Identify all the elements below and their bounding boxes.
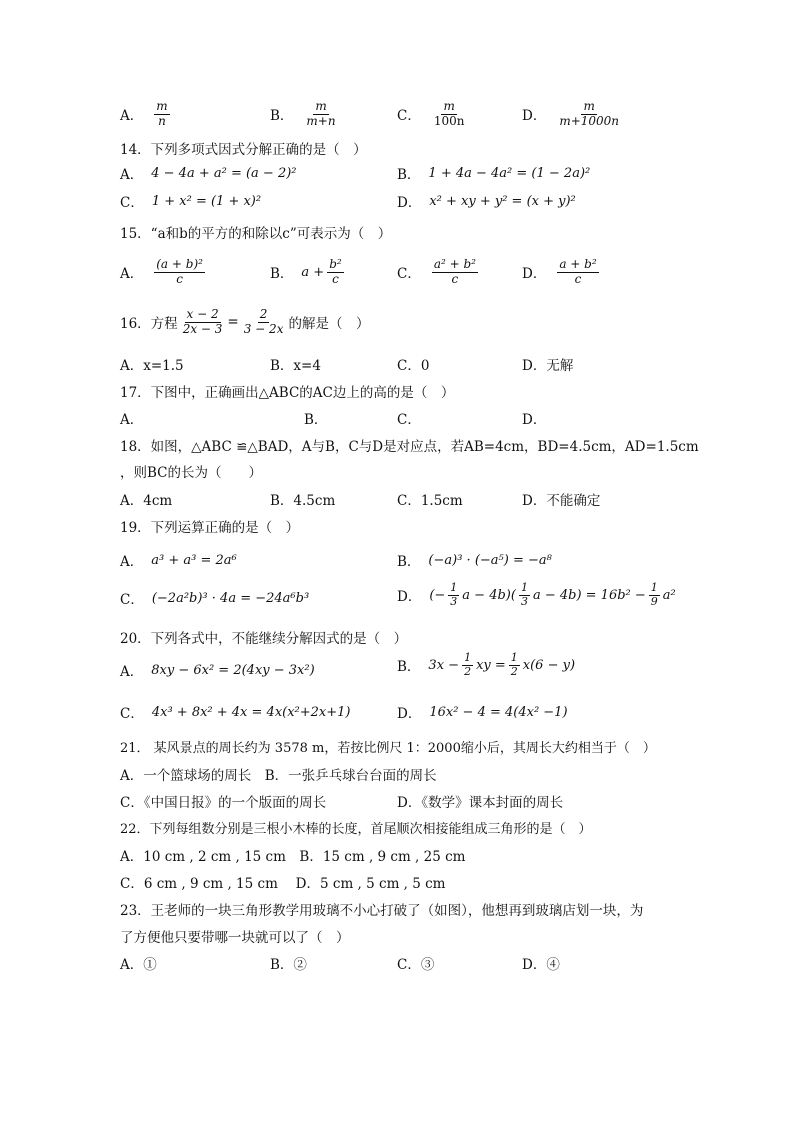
q19-stem: 19．下列运算正确的是（ ） [120, 520, 300, 536]
q19-options-cd [120, 582, 740, 618]
q15-stem: 15．“a和b的平方的和除以c”可表示为（ ） [120, 226, 392, 242]
q18-option-a: A．4cm [120, 493, 173, 509]
fraction: $\frac{m}{m+1000n}$ [559, 99, 620, 128]
q16-option-b: B．x=4 [270, 358, 321, 374]
q23-option-b: B．② [270, 957, 307, 973]
q22-options-ab: A．10 cm , 2 cm , 15 cm B．15 cm , 9 cm , 25 cm [120, 849, 466, 865]
q13-option-c: C． $\frac{m}{100n}$ [397, 99, 465, 128]
q21-options-cd [120, 791, 740, 821]
q17-option-c: C． [397, 412, 421, 428]
q14-option-c: C． 1 + x² = (1 + x)² [120, 193, 262, 211]
q20-option-b: B． 3x − $\frac{1}{2}$ xy = $\frac{1}{2}$ x(6 − y) [397, 651, 576, 678]
q19-option-c: C． (−2a²b)³ · 4a = −24a⁶b³ [120, 590, 310, 608]
fraction: $\frac{m}{100n}$ [433, 99, 465, 128]
q16-option-a: A．x=1.5 [120, 358, 184, 374]
fraction: $\frac{1}{2}$ [464, 651, 472, 678]
q18-options [120, 489, 740, 519]
fraction: $\frac{\text{a + b²}}{c}$ [559, 257, 597, 286]
fraction: $\frac{x - 2}{2x - 3}$ [182, 307, 223, 336]
q18-option-b: B．4.5cm [270, 493, 336, 509]
q23-stem-line1: 23．王老师的一块三角形教学用玻璃不小心打破了（如图），他想再到玻璃店划一块，为 [120, 903, 644, 919]
q19-option-d: D． (− $\frac{1}{3}$ a − 4b)( $\frac{1}{3}$ a − 4b) = 16b² − $\frac{1}{9}$ a² [397, 581, 676, 608]
q16-stem [120, 308, 740, 348]
q23-stem-line2: 了方便他只要带哪一块就可以了（ ） [120, 930, 350, 946]
q22-stem: 22．下列每组数分别是三根小木棒的长度，首尾顺次相接能组成三角形的是（ ） [120, 822, 592, 837]
q20-option-d: D． 16x² − 4 = 4(4x² −1) [397, 704, 568, 722]
q16-equation: 16．方程 $\frac{x - 2}{2x - 3}$ = $\frac{2}{3 - 2x}$ 的解是（ ） [120, 307, 370, 336]
q15-option-b: B． a + $\frac{\text{b²}}{c}$ [270, 257, 342, 286]
q20-options-ab [120, 652, 740, 692]
q19-option-a: A． a³ + a³ = 2a⁶ [120, 552, 237, 570]
q20-option-a: A． 8xy − 6x² = 2(4xy − 3x²) [120, 662, 315, 680]
q13-option-d: D． $\frac{m}{m+1000n}$ [522, 99, 620, 128]
q18-stem-line2: ，则BC的长为（ ） [120, 465, 263, 481]
q14-options-ab [120, 163, 740, 193]
q17-stem: 17．下图中，正确画出△ABC的AC边上的高的是（ ） [120, 385, 455, 401]
q18-stem-line1: 18．如图，△ABC ≌△BAD，A与B，C与D是对应点，若AB=4cm，BD=4.5cm，AD=1.5cm [120, 439, 699, 455]
q21-options-ab: A．一个篮球场的周长 B．一张乒乓球台台面的周长 [120, 768, 437, 784]
q13-option-a: A． $\frac{m}{n}$ [120, 99, 168, 128]
fraction: $\frac{\text{a² + b²}}{c}$ [433, 257, 476, 286]
q16-option-c: C．0 [397, 358, 430, 374]
fraction: $\frac{1}{3}$ [450, 581, 458, 608]
q14-option-d: D． x² + xy + y² = (x + y)² [397, 193, 576, 211]
fraction: $\frac{m}{n}$ [156, 99, 168, 128]
q20-stem: 20．下列各式中，不能继续分解因式的是（ ） [120, 631, 408, 647]
q17-option-d: D． [522, 412, 547, 428]
q20-options-cd [120, 702, 740, 732]
q23-option-c: C．③ [397, 957, 435, 973]
q18-option-d: D．不能确定 [522, 493, 601, 509]
q17-option-b: B． [304, 412, 328, 428]
q22-options-cd: C．6 cm , 9 cm , 15 cm D．5 cm , 5 cm , 5 cm [120, 876, 446, 892]
fraction: $\frac{1}{3}$ [520, 581, 528, 608]
q15-options [120, 258, 740, 298]
fraction: $\frac{1}{9}$ [650, 581, 658, 608]
q16-options [120, 354, 740, 384]
q18-option-c: C．1.5cm [397, 493, 463, 509]
fraction: $\frac{1}{2}$ [510, 651, 518, 678]
q13-option-b: B． $\frac{m}{m+n}$ [270, 99, 336, 128]
q14-stem: 14．下列多项式因式分解正确的是（ ） [120, 142, 367, 158]
q19-option-b: B． (−a)³ · (−a⁵) = −a⁸ [397, 552, 552, 570]
q20-option-c: C． 4x³ + 8x² + 4x = 4x(x²+2x+1) [120, 704, 351, 722]
q14-options-cd [120, 191, 740, 221]
fraction: $\frac{2}{3 - 2x}$ [243, 307, 284, 336]
q14-option-a: A． 4 − 4a + a² = (a − 2)² [120, 165, 297, 183]
fraction: $\frac{\text{(a + b)²}}{c}$ [156, 257, 203, 286]
q15-option-d: D． $\frac{\text{a + b²}}{c}$ [522, 257, 597, 286]
q15-option-c: C． $\frac{\text{a² + b²}}{c}$ [397, 257, 476, 286]
q17-options [120, 408, 740, 438]
q23-option-d: D．④ [522, 957, 560, 973]
q17-option-a: A． [120, 412, 144, 428]
q23-option-a: A．① [120, 957, 157, 973]
q16-option-d: D．无解 [522, 358, 574, 374]
q14-option-b: B． 1 + 4a − 4a² = (1 − 2a)² [397, 165, 591, 183]
q21-option-d: D．《数学》课本封面的周长 [397, 795, 564, 811]
q13-options [120, 100, 740, 136]
fraction: $\frac{\text{b²}}{c}$ [329, 257, 342, 286]
q21-option-c: C．《中国日报》的一个版面的周长 [120, 795, 327, 811]
q19-options-ab [120, 550, 740, 580]
q23-options [120, 953, 740, 983]
fraction: $\frac{m}{m+n}$ [306, 99, 336, 128]
q15-option-a: A． $\frac{\text{(a + b)²}}{c}$ [120, 257, 203, 286]
q21-stem: 21． 某风景点的周长约为 3578 m，若按比例尺 1：2000缩小后，其周长大约相当于（ ） [120, 741, 656, 756]
